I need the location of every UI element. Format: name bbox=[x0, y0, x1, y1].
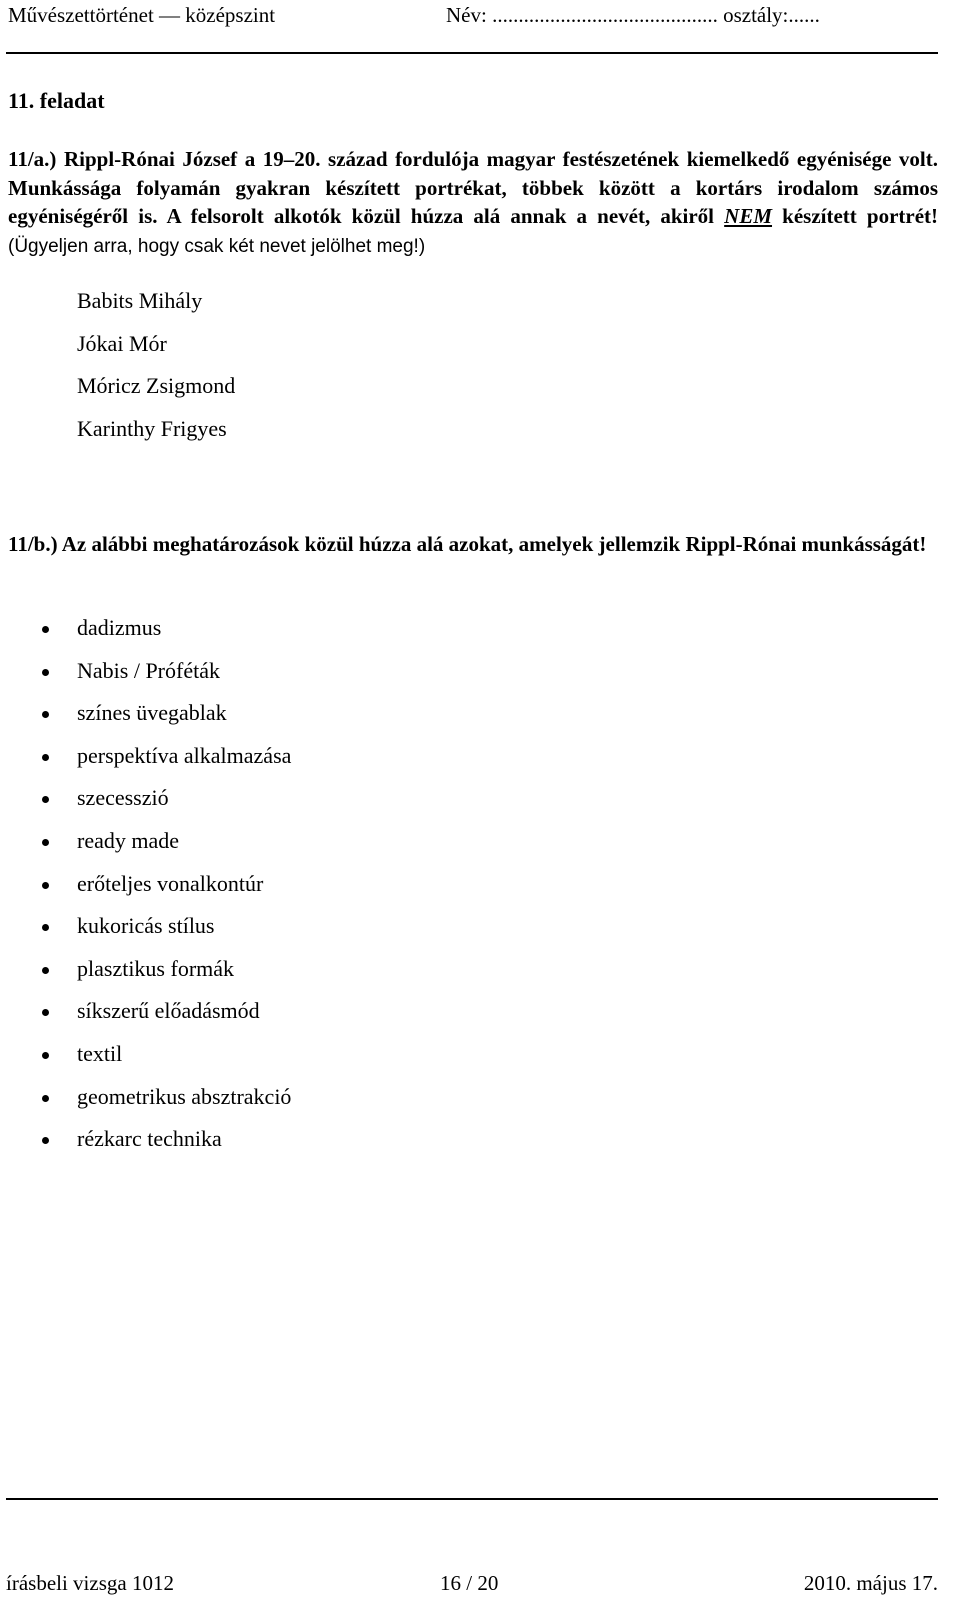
name-option[interactable]: Karinthy Frigyes bbox=[77, 415, 227, 441]
part-b-question bbox=[8, 530, 938, 559]
bullet-icon bbox=[42, 796, 49, 803]
task-title: 11. feladat bbox=[8, 88, 105, 113]
header-name-class: Név: ........................................... osztály:...... bbox=[446, 3, 820, 27]
characteristics-list bbox=[42, 607, 291, 1161]
part-a-note: (Ügyeljen arra, hogy csak két nevet jelölhet meg!) bbox=[8, 235, 426, 257]
list-item-label: Nabis / Próféták bbox=[77, 657, 220, 683]
list-item[interactable] bbox=[42, 1118, 291, 1161]
list-item[interactable] bbox=[42, 735, 291, 778]
footer-exam-id: írásbeli vizsga 1012 bbox=[6, 1571, 174, 1595]
part-a-label: 11/a.) bbox=[8, 147, 57, 171]
part-a-text-end: készített portrét! bbox=[782, 204, 939, 228]
part-b-text: Az alábbi meghatározások közül húzza alá azokat, amelyek jellemzik Rippl-Rónai munkásságát! bbox=[61, 532, 927, 556]
bullet-icon bbox=[42, 1095, 49, 1102]
bullet-icon bbox=[42, 882, 49, 889]
bullet-icon bbox=[42, 669, 49, 676]
header-subject: Művészettörténet — középszint bbox=[8, 3, 276, 27]
page-footer bbox=[6, 1498, 938, 1603]
bullet-icon bbox=[42, 839, 49, 846]
part-a-emphasis: NEM bbox=[724, 204, 773, 228]
list-item[interactable] bbox=[42, 820, 291, 863]
list-item[interactable] bbox=[42, 863, 291, 906]
part-a-question bbox=[8, 145, 938, 261]
page-header bbox=[6, 0, 938, 54]
bullet-icon bbox=[42, 1009, 49, 1016]
part-a-text: Rippl-Rónai József a 19–20. század fordulója magyar festészetének kiemelkedő egyénisége volt. Munkássága folyamán gyakran készített portrékat, többek között a kortárs irodalom számos egyéniségéről is. A felsorolt alkotók közül húzza alá annak a nevét, akiről bbox=[8, 147, 939, 228]
list-item-label: színes üvegablak bbox=[77, 700, 227, 726]
list-item-label: perspektíva alkalmazása bbox=[77, 742, 292, 768]
bullet-icon bbox=[42, 711, 49, 718]
footer-date: 2010. május 17. bbox=[803, 1571, 938, 1595]
bullet-icon bbox=[42, 1137, 49, 1144]
bullet-icon bbox=[42, 924, 49, 931]
name-option[interactable]: Jókai Mór bbox=[77, 330, 167, 356]
list-item[interactable] bbox=[42, 905, 291, 948]
list-item[interactable] bbox=[42, 607, 291, 650]
list-item[interactable] bbox=[42, 650, 291, 693]
list-item-label: plasztikus formák bbox=[77, 955, 235, 981]
list-item[interactable] bbox=[42, 692, 291, 735]
bullet-icon bbox=[42, 1052, 49, 1059]
list-item-label: síkszerű előadásmód bbox=[77, 998, 260, 1024]
bullet-icon bbox=[42, 967, 49, 974]
bullet-icon bbox=[42, 626, 49, 633]
footer-page-number: 16 / 20 bbox=[440, 1571, 499, 1595]
name-option[interactable]: Babits Mihály bbox=[77, 288, 203, 313]
list-item-label: szecesszió bbox=[77, 785, 169, 811]
list-item-label: textil bbox=[77, 1040, 123, 1066]
list-item-label: kukoricás stílus bbox=[77, 913, 215, 939]
list-item[interactable] bbox=[42, 1033, 291, 1076]
list-item[interactable] bbox=[42, 1076, 291, 1119]
list-item-label: dadizmus bbox=[77, 615, 162, 640]
list-item[interactable] bbox=[42, 990, 291, 1033]
list-item-label: rézkarc technika bbox=[77, 1126, 222, 1152]
name-list bbox=[77, 280, 235, 450]
list-item-label: geometrikus absztrakció bbox=[77, 1083, 292, 1109]
list-item[interactable] bbox=[42, 777, 291, 820]
bullet-icon bbox=[42, 754, 49, 761]
list-item[interactable] bbox=[42, 948, 291, 991]
part-b-label: 11/b.) bbox=[8, 532, 58, 556]
list-item-label: ready made bbox=[77, 827, 179, 853]
list-item-label: erőteljes vonalkontúr bbox=[77, 870, 264, 896]
name-option[interactable]: Móricz Zsigmond bbox=[77, 373, 236, 399]
